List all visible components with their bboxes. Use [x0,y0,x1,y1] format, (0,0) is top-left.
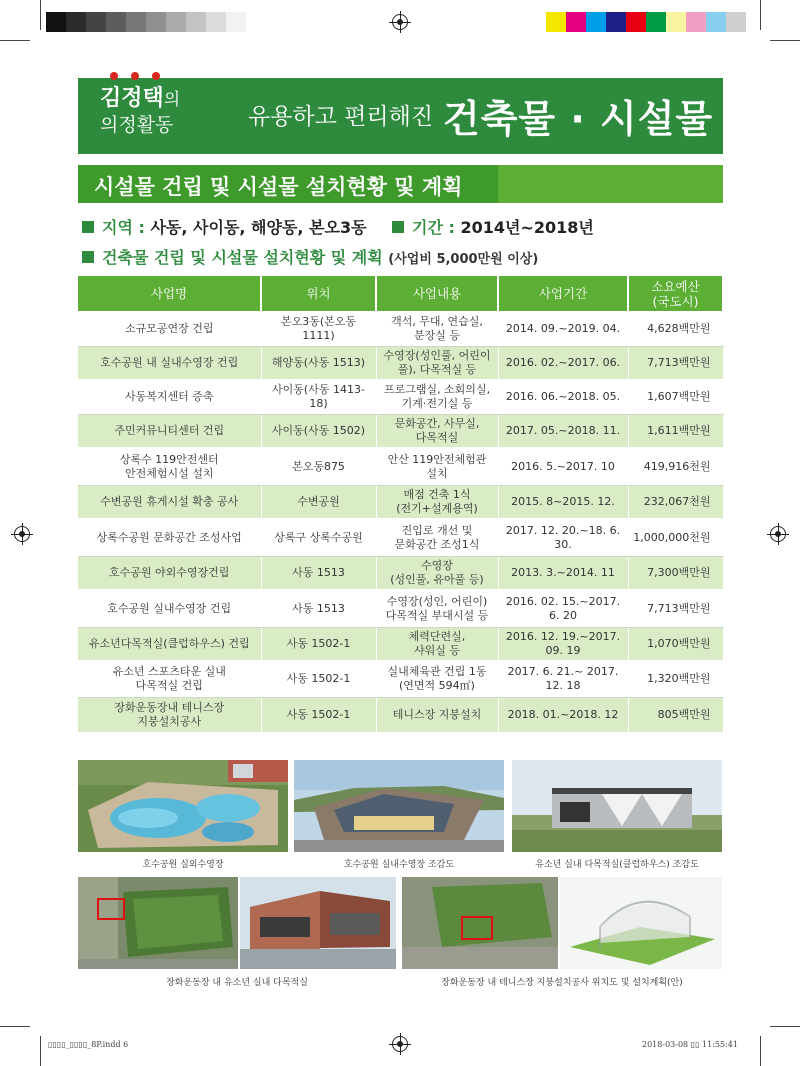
table-row [78,312,723,346]
cell-content: 진입로 개선 및 문화공간 조성1식 [376,519,498,556]
cell-location: 해양동(사동 1513) [261,346,376,380]
crop-mark [0,40,30,41]
column-header: 위치 [261,276,376,312]
bullet-square-icon [392,221,404,233]
bullet-square-icon [82,251,94,263]
cell-location: 사동 1502-1 [261,697,376,733]
cell-project: 유소년다목적실(클럽하우스) 건립 [78,627,261,661]
cell-project: 상록수 119안전센터 안전체험시설 설치 [78,448,261,485]
table-row [78,590,723,627]
cell-project: 호수공원 내 실내수영장 건립 [78,346,261,380]
grayscale-bar [46,12,246,32]
banner-name-line2: 의정활동 [100,114,174,136]
table-row [78,556,723,590]
cell-location: 본오동875 [261,448,376,485]
cell-period: 2014. 09.~2019. 04. [498,312,628,346]
cell-location: 사동 1513 [261,556,376,590]
cell-period: 2018. 01.~2018. 12 [498,697,628,733]
table-row [78,661,723,697]
crop-mark [40,1036,41,1066]
cell-budget: 805백만원 [628,697,723,733]
cell-content: 실내체육관 건립 1동 (연면적 594㎡) [376,661,498,697]
cell-content: 객석, 무대, 연습실, 분장실 등 [376,312,498,346]
photo-field-aerial [78,877,238,969]
project-table [78,276,724,734]
photo-indoor-pool-render [294,760,504,852]
photo-tennis-aerial [402,877,558,969]
cell-location: 사동 1513 [261,590,376,627]
photo-outdoor-pool [78,760,288,852]
footer-file: ▯▯▯▯_▯▯▯▯_8P.indd 6 [48,1040,129,1049]
cell-period: 2016. 02. 15.~2017. 6. 20 [498,590,628,627]
cell-content: 수영장 (성인풀, 유아풀 등) [376,556,498,590]
cell-project: 유소년 스포츠타운 실내 다목적실 건립 [78,661,261,697]
cell-location: 수변공원 [261,485,376,519]
footer-date: 2018-03-08 ▯▯ 11:55:41 [642,1040,738,1049]
section-title: 시설물 건립 및 시설물 설치현황 및 계획 [94,175,463,199]
table-row [78,414,723,448]
photo-gym-render [240,877,396,969]
cell-project: 호수공원 실내수영장 건립 [78,590,261,627]
bullet-square-icon [82,221,94,233]
cell-budget: 419,916천원 [628,448,723,485]
cell-budget: 1,320백만원 [628,661,723,697]
cell-project: 주민커뮤니티센터 건립 [78,414,261,448]
cell-project: 호수공원 야외수영장건립 [78,556,261,590]
cell-project: 장화운동장내 테니스장 지붕설치공사 [78,697,261,733]
period-line [392,215,594,238]
cell-location: 사이동(사동 1502) [261,414,376,448]
cell-location: 상록구 상록수공원 [261,519,376,556]
cell-budget: 1,070백만원 [628,627,723,661]
region-label: 지역 : [102,218,145,237]
plan-label: 건축물 건립 및 시설물 설치현황 및 계획 [102,248,383,267]
cell-content: 체력단련실, 샤워실 등 [376,627,498,661]
cell-budget: 7,713백만원 [628,590,723,627]
cell-project: 소규모공연장 건립 [78,312,261,346]
table-row [78,346,723,380]
photo-clubhouse-render [512,760,722,852]
cell-budget: 7,713백만원 [628,346,723,380]
cell-content: 수영장(성인, 어린이) 다목적실 부대시설 등 [376,590,498,627]
cell-period: 2013. 3.~2014. 11 [498,556,628,590]
registration-mark-right [770,526,786,542]
cell-project: 수변공원 휴게시설 확충 공사 [78,485,261,519]
registration-mark-left [14,526,30,542]
column-header: 사업명 [78,276,261,312]
period-value: 2014년~2018년 [460,218,594,237]
photo-caption: 유소년 실내 다목적실(클럽하우스) 조감도 [535,860,699,870]
cell-location: 본오3동(본오동 1111) [261,312,376,346]
cell-period: 2016. 02.~2017. 06. [498,346,628,380]
banner-name: 김정택의 [100,86,181,111]
photo-caption: 장화운동장 내 유소년 실내 다목적실 [166,978,308,988]
plan-line [82,245,538,268]
cell-content: 수영장(성인풀, 어린이 풀), 다목적실 등 [376,346,498,380]
crop-mark [40,0,41,30]
banner-title: 건축물 · 시설물 [443,97,714,141]
photo-caption: 장화운동장 내 테니스장 지붕설치공사 위치도 및 설치계획(안) [441,978,683,988]
cell-budget: 7,300백만원 [628,556,723,590]
red-dots-decoration [110,72,160,80]
cell-location: 사동 1502-1 [261,661,376,697]
period-label: 기간 : [412,218,455,237]
photo-caption: 호수공원 실외수영장 [142,860,224,870]
color-bar [546,12,746,32]
cell-content: 문화공간, 사무실, 다목적실 [376,414,498,448]
crop-mark [760,1036,761,1066]
photo-caption: 호수공원 실내수영장 조감도 [343,860,455,870]
cell-budget: 1,000,000천원 [628,519,723,556]
table-row [78,627,723,661]
crop-mark [760,0,761,30]
cell-content: 프로그램실, 소회의실, 기계·전기실 등 [376,380,498,414]
registration-mark-top [392,14,408,30]
cell-budget: 4,628백만원 [628,312,723,346]
plan-note: (사업비 5,000만원 이상) [388,252,539,267]
table-row [78,448,723,485]
table-row [78,519,723,556]
crop-mark [0,1026,30,1027]
cell-budget: 232,067천원 [628,485,723,519]
region-line [82,215,367,238]
cell-period: 2016. 12. 19.~2017. 09. 19 [498,627,628,661]
cell-period: 2017. 05.~2018. 11. [498,414,628,448]
cell-content: 매점 건축 1식 (전기+설계용역) [376,485,498,519]
crop-mark [770,1026,800,1027]
cell-budget: 1,607백만원 [628,380,723,414]
column-header: 사업기간 [498,276,628,312]
cell-period: 2015. 8~2015. 12. [498,485,628,519]
cell-location: 사동 1502-1 [261,627,376,661]
cell-project: 사동복지센터 증축 [78,380,261,414]
cell-budget: 1,611백만원 [628,414,723,448]
column-header: 사업내용 [376,276,498,312]
cell-content: 안산 119안전체험관 설치 [376,448,498,485]
photo-tennis-roof-render [560,877,722,969]
table-row [78,380,723,414]
table-row [78,697,723,733]
cell-content: 테니스장 지붕설치 [376,697,498,733]
cell-period: 2017. 6. 21.~ 2017. 12. 18 [498,661,628,697]
cell-period: 2016. 06.~2018. 05. [498,380,628,414]
cell-location: 사이동(사동 1413-18) [261,380,376,414]
crop-mark [770,40,800,41]
cell-period: 2017. 12. 20.~18. 6. 30. [498,519,628,556]
banner-subtitle: 유용하고 편리해진 [248,104,434,130]
column-header-budget: 소요예산 (국도시) [628,276,723,312]
cell-project: 상록수공원 문화공간 조성사업 [78,519,261,556]
region-value: 사동, 사이동, 해양동, 본오3동 [150,218,367,237]
cell-period: 2016. 5.~2017. 10 [498,448,628,485]
table-row [78,485,723,519]
registration-mark-bottom [392,1036,408,1052]
